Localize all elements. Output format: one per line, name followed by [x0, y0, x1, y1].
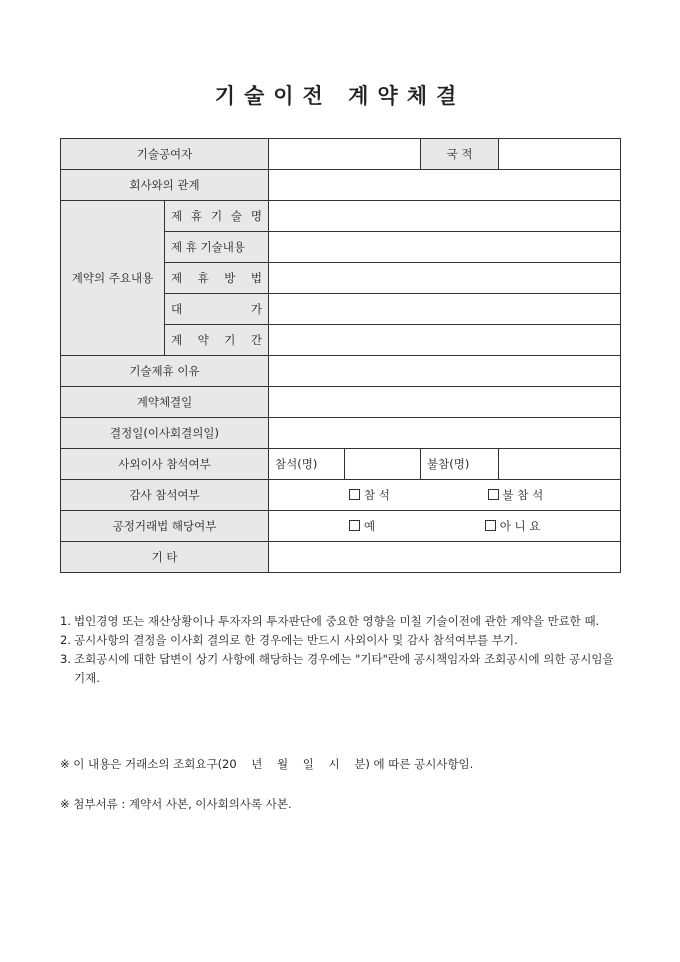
checkbox-icon [488, 489, 499, 500]
nationality-field[interactable] [499, 139, 621, 170]
note-text: 공시사항의 결정을 이사회 결의로 한 경우에는 반드시 사외이사 및 감사 참석여부를 부기. [74, 633, 518, 647]
disclosure-form-table [60, 138, 621, 573]
decision-date-field[interactable] [269, 418, 621, 449]
page-title: 기술이전 계약체결 [214, 83, 466, 108]
tech-name-field[interactable] [269, 201, 621, 232]
other-field[interactable] [269, 542, 621, 573]
licensor-field[interactable] [269, 139, 421, 170]
tech-name-text: 제 휴 기 술 명 [171, 209, 262, 223]
auditor-label: 감사 참석여부 [61, 480, 269, 511]
period-field[interactable] [269, 325, 621, 356]
method-label [165, 263, 269, 294]
note-text: 조회공시에 대한 답변이 상기 사항에 해당하는 경우에는 "기타"란에 공시책임자와 조회공시에 의한 공시임을 기재. [74, 652, 614, 685]
note-item [60, 650, 625, 688]
price-label [165, 294, 269, 325]
fair-trade-yes-checkbox[interactable] [349, 518, 375, 534]
other-label: 기 타 [61, 542, 269, 573]
period-label [165, 325, 269, 356]
checkbox-icon [485, 520, 496, 531]
licensor-label: 기술공여자 [61, 139, 269, 170]
inquiry-note: ※ 이 내용은 거래소의 조회요구(20 년 월 일 시 분) 에 따른 공시사항임. [60, 757, 474, 771]
company-relation-field[interactable] [269, 170, 621, 201]
note-number: 2. [60, 633, 71, 647]
note-number: 3. [60, 652, 71, 666]
price-text: 대 가 [171, 302, 263, 316]
contract-date-label: 계약체결일 [61, 387, 269, 418]
method-text: 제 휴 방 법 [171, 271, 262, 285]
no-option-text: 아 니 요 [499, 518, 541, 533]
note-item [60, 612, 625, 631]
notes-list [60, 612, 625, 688]
contract-main-label: 계약의 주요내용 [61, 201, 165, 356]
attend-count-field[interactable] [345, 449, 421, 480]
method-field[interactable] [269, 263, 621, 294]
company-relation-label: 회사와의 관계 [61, 170, 269, 201]
price-field[interactable] [269, 294, 621, 325]
tech-content-field[interactable] [269, 232, 621, 263]
tech-name-label [165, 201, 269, 232]
note-text: 법인경영 또는 재산상황이나 투자자의 투자판단에 중요한 영향을 미칠 기술이전에 관한 계약을 만료한 때. [74, 614, 600, 628]
auditor-attend-checkbox[interactable] [349, 487, 390, 503]
contract-date-field[interactable] [269, 387, 621, 418]
checkbox-icon [349, 520, 360, 531]
fair-trade-no-checkbox[interactable] [485, 518, 541, 534]
tech-content-label: 제 휴 기술내용 [165, 232, 269, 263]
reason-label: 기술제휴 이유 [61, 356, 269, 387]
period-text: 계 약 기 간 [171, 333, 262, 347]
outside-director-label: 사외이사 참석여부 [61, 449, 269, 480]
absent-count-field[interactable] [499, 449, 621, 480]
fair-trade-label: 공정거래법 해당여부 [61, 511, 269, 542]
attachments-note: ※ 첨부서류 : 계약서 사본, 이사회의사록 사본. [60, 797, 292, 811]
note-number: 1. [60, 614, 71, 628]
checkbox-icon [349, 489, 360, 500]
note-item [60, 631, 625, 650]
yes-option-text: 예 [364, 518, 376, 533]
fair-trade-options [269, 511, 621, 542]
absent-option-text: 불 참 석 [502, 487, 544, 502]
auditor-absent-checkbox[interactable] [488, 487, 544, 503]
decision-date-label: 결정일(이사회결의일) [61, 418, 269, 449]
auditor-options [269, 480, 621, 511]
attend-option-text: 참 석 [364, 487, 390, 502]
reason-field[interactable] [269, 356, 621, 387]
nationality-label: 국 적 [421, 139, 499, 170]
attend-count-label: 참석(명) [269, 449, 345, 480]
absent-count-label: 불참(명) [421, 449, 499, 480]
